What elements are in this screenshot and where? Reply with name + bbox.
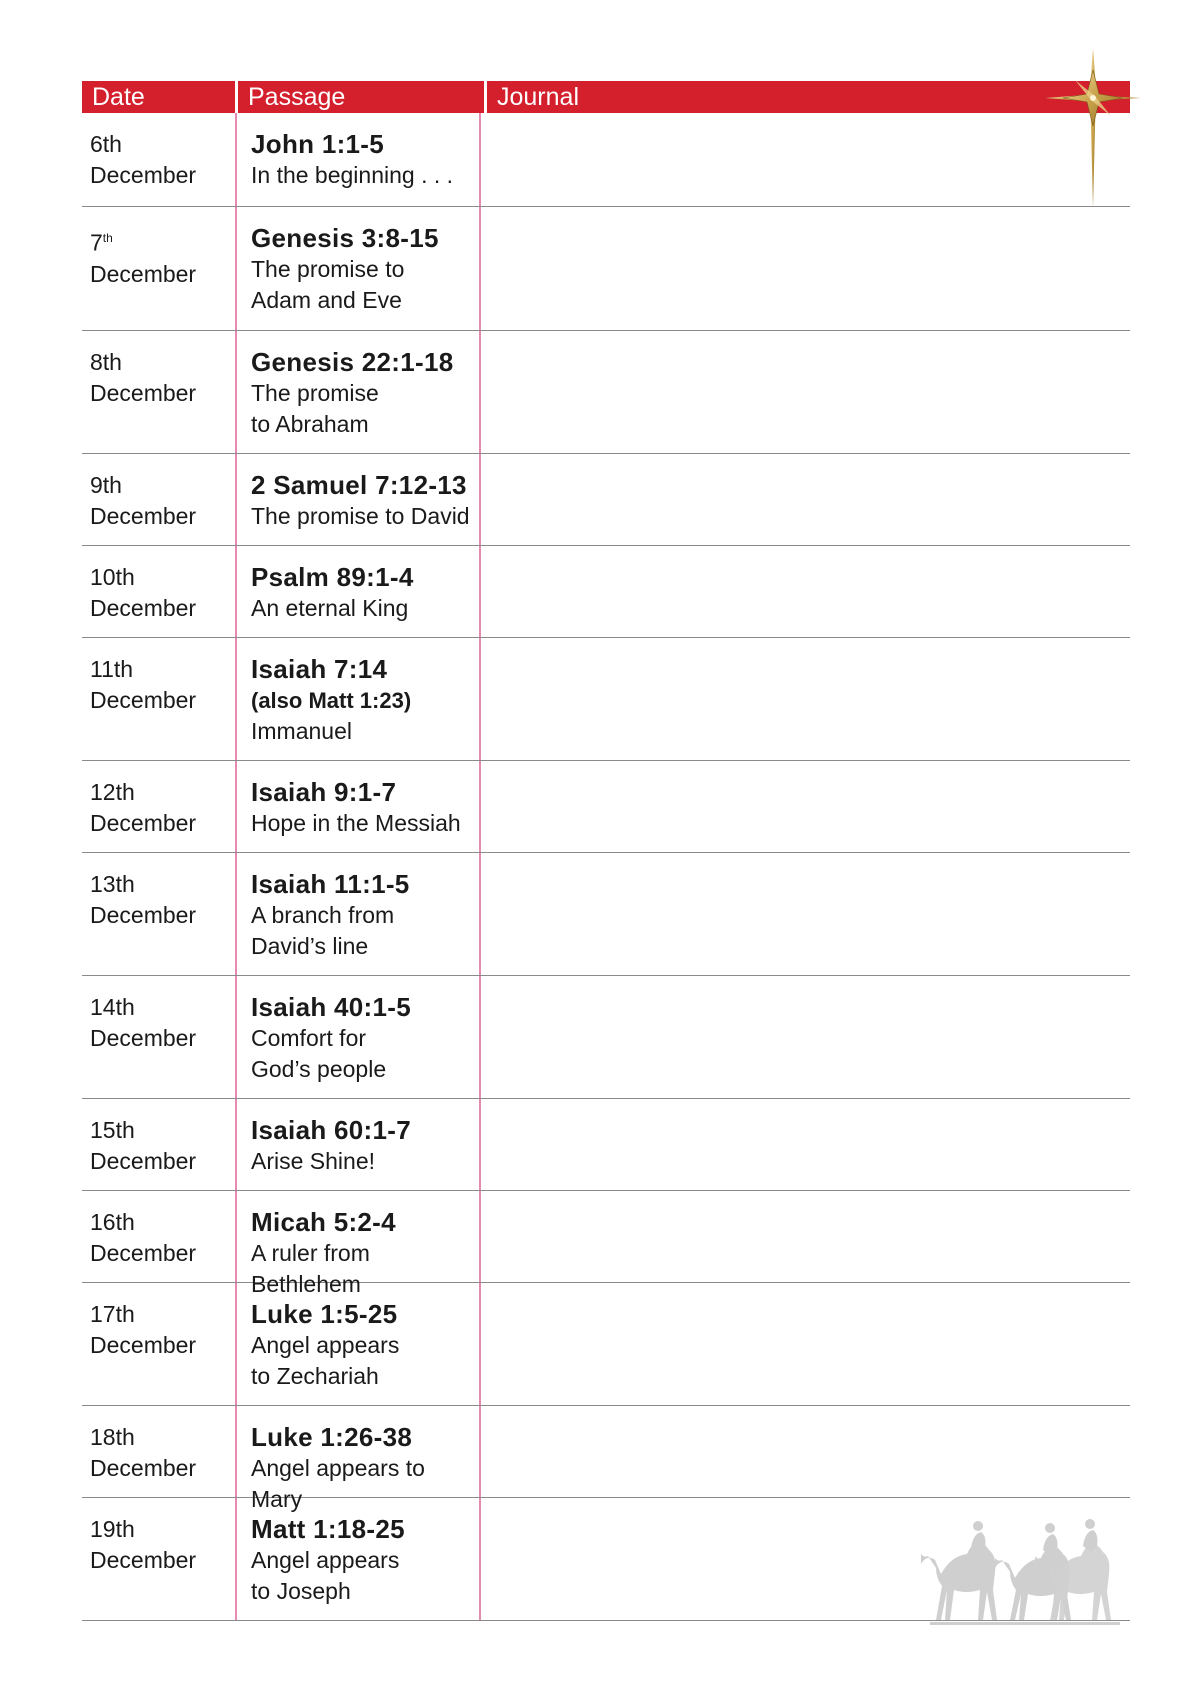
journal-cell[interactable] (481, 1406, 1130, 1497)
passage-cell (235, 113, 481, 206)
passage-cell (235, 1498, 481, 1620)
date-cell (82, 638, 235, 760)
passage-description: The promise to David (251, 503, 470, 529)
date-cell (82, 1099, 235, 1190)
passage-description: A branch from (251, 902, 395, 928)
month: December (90, 687, 197, 713)
day: 15th (90, 1117, 135, 1143)
passage-reference: Matt 1:18-25 (251, 1514, 405, 1544)
passage-reference: Isaiah 9:1-7 (251, 777, 397, 807)
table-header (82, 81, 1130, 113)
month: December (90, 1025, 197, 1051)
passage-reference: Isaiah 11:1-5 (251, 869, 410, 899)
day: 10th (90, 564, 135, 590)
passage-cell (235, 1191, 481, 1297)
journal-cell[interactable] (481, 853, 1130, 975)
date-cell (82, 454, 235, 545)
table-row (82, 207, 1130, 331)
table-row (82, 1191, 1130, 1297)
table-row (82, 113, 1130, 207)
date-cell (82, 853, 235, 975)
passage-description: Hope in the Messiah (251, 810, 461, 836)
passage-description: The promise (251, 380, 379, 406)
passage-description: An eternal King (251, 595, 409, 621)
date-cell (82, 113, 235, 206)
month: December (90, 810, 197, 836)
day: 14th (90, 994, 135, 1020)
passage-description: The promise to (251, 256, 405, 282)
three-wise-men-camels-icon (915, 1512, 1125, 1627)
table-row (82, 454, 1130, 546)
passage-cell (235, 331, 481, 453)
passage-description: In the beginning . . . (251, 162, 454, 188)
journal-cell[interactable] (481, 546, 1130, 637)
passage-description: Immanuel (251, 718, 352, 744)
date-cell (82, 976, 235, 1098)
passage-reference: 2 Samuel 7:12-13 (251, 470, 467, 500)
passage-cell (235, 638, 481, 760)
passage-description: Comfort for (251, 1025, 367, 1051)
day: 17th (90, 1301, 135, 1327)
passage-reference: Isaiah 40:1-5 (251, 992, 411, 1022)
journal-cell[interactable] (481, 1283, 1130, 1405)
passage-description: Arise Shine! (251, 1148, 376, 1174)
table-row (82, 1283, 1130, 1406)
passage-description-line2: God’s people (251, 1056, 387, 1082)
passage-reference: Micah 5:2-4 (251, 1207, 396, 1237)
day: 18th (90, 1424, 135, 1450)
month: December (90, 1332, 197, 1358)
passage-cell (235, 761, 481, 852)
month: December (90, 380, 197, 406)
date-cell (82, 1283, 235, 1405)
table-row (82, 976, 1130, 1099)
day-suffix: th (102, 231, 113, 245)
passage-reference: Genesis 3:8-15 (251, 223, 439, 253)
month: December (90, 1547, 197, 1573)
day: 16th (90, 1209, 135, 1235)
date-cell (82, 761, 235, 852)
passage-cell (235, 1283, 481, 1405)
day: 19th (90, 1516, 135, 1542)
date-cell (82, 1498, 235, 1620)
passage-cell (235, 1406, 481, 1512)
passage-reference: Isaiah 7:14 (251, 654, 388, 684)
passage-description: Angel appears (251, 1547, 400, 1573)
passage-description: Angel appears to Mary (251, 1455, 425, 1512)
passage-cell (235, 546, 481, 637)
passage-description: A ruler from Bethlehem (251, 1240, 370, 1297)
passage-cell (235, 853, 481, 975)
month: December (90, 1240, 197, 1266)
month: December (90, 595, 197, 621)
reading-planner (82, 81, 1130, 1621)
day: 11th (90, 656, 134, 682)
table-row (82, 546, 1130, 638)
table-row (82, 1099, 1130, 1191)
journal-cell[interactable] (481, 761, 1130, 852)
month: December (90, 1455, 197, 1481)
day: 8th (90, 349, 122, 375)
day: 7th (90, 229, 113, 256)
month: December (90, 1148, 197, 1174)
header-date: Date (92, 83, 145, 111)
month: December (90, 503, 197, 529)
journal-cell[interactable] (481, 331, 1130, 453)
day: 9th (90, 472, 122, 498)
journal-cell[interactable] (481, 1191, 1130, 1282)
passage-cell (235, 976, 481, 1098)
passage-reference: Luke 1:26-38 (251, 1422, 413, 1452)
date-cell (82, 207, 235, 330)
passage-description-line2: Adam and Eve (251, 287, 402, 313)
date-cell (82, 546, 235, 637)
passage-description: Angel appears (251, 1332, 400, 1358)
passage-reference: Psalm 89:1-4 (251, 562, 414, 592)
table-row (82, 761, 1130, 853)
passage-cell (235, 207, 481, 330)
passage-reference: Isaiah 60:1-7 (251, 1115, 411, 1145)
journal-cell[interactable] (481, 1099, 1130, 1190)
day: 6th (90, 131, 122, 157)
date-cell (82, 1191, 235, 1282)
date-cell (82, 331, 235, 453)
month: December (90, 260, 197, 287)
day: 12th (90, 779, 135, 805)
table-row (82, 638, 1130, 761)
month: December (90, 902, 197, 928)
day: 13th (90, 871, 135, 897)
passage-description-line2: to Zechariah (251, 1363, 379, 1389)
header-passage: Passage (248, 83, 346, 111)
passage-description-line2: David’s line (251, 933, 369, 959)
header-journal: Journal (497, 83, 579, 111)
table-row (82, 331, 1130, 454)
table-row (82, 1406, 1130, 1512)
passage-description-line2: to Joseph (251, 1578, 351, 1604)
passage-reference: Genesis 22:1-18 (251, 347, 454, 377)
journal-cell[interactable] (481, 113, 1130, 206)
table-row (82, 853, 1130, 976)
passage-reference: Luke 1:5-25 (251, 1299, 398, 1329)
journal-cell[interactable] (481, 976, 1130, 1098)
north-star-icon (1045, 48, 1141, 208)
passage-description-line2: to Abraham (251, 411, 369, 437)
journal-cell[interactable] (481, 454, 1130, 545)
date-cell (82, 1406, 235, 1497)
passage-reference: John 1:1-5 (251, 129, 385, 159)
passage-cell (235, 454, 481, 545)
passage-cell (235, 1099, 481, 1190)
journal-cell[interactable] (481, 638, 1130, 760)
month: December (90, 162, 197, 188)
journal-cell[interactable] (481, 207, 1130, 330)
passage-cross-reference: (also Matt 1:23) (251, 688, 412, 713)
